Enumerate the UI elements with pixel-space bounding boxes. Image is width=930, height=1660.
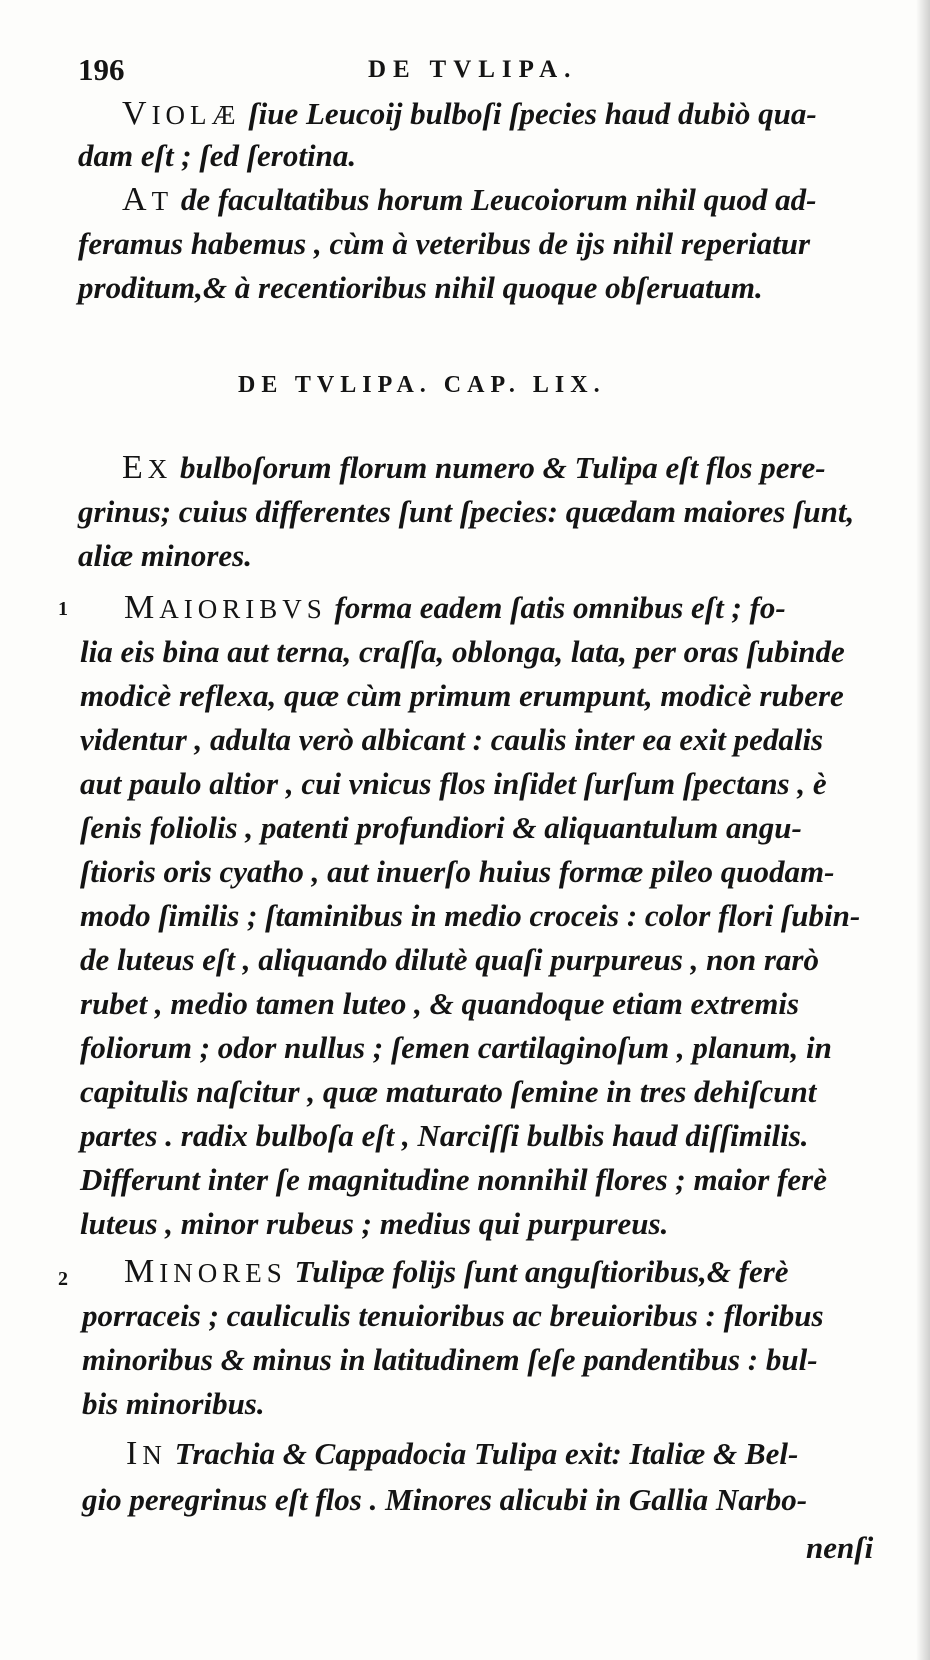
violae-line-1	[122, 94, 817, 135]
maiores-line-3: modicè reflexa, quæ cùm primum erumpunt, modicè rubere	[80, 678, 844, 713]
intro-line-1	[122, 448, 826, 489]
maiores-line-7: ſtioris oris cyatho , aut inuerſo huius formæ pileo quodam-	[80, 854, 835, 889]
violae-lead-letter: V	[122, 95, 152, 132]
minores-line-1	[124, 1252, 789, 1293]
margin-number-2: 2	[58, 1268, 68, 1290]
violae-lead-rest: IOLÆ	[151, 100, 241, 130]
facultates-lead-rest: T	[151, 186, 174, 216]
facultates-line-3: proditum,& à recentioribus nihil quoque obſeruatum.	[78, 270, 763, 305]
maiores-line-9: de luteus eſt , aliquando dilutè quaſi purpureus , non rarò	[80, 942, 819, 977]
locus-lead-letter: I	[126, 1435, 143, 1472]
maiores-lead-letter: M	[124, 589, 160, 626]
maiores-line-5: aut paulo altior , cui vnicus flos inſidet ſurſum ſpectans , è	[80, 766, 827, 801]
locus-text-1: Trachia & Cappadocia Tulipa exit: Italiæ & Bel-	[174, 1436, 799, 1471]
page-number: 196	[78, 52, 125, 87]
locus-line-1	[126, 1434, 798, 1475]
minores-line-2: porraceis ; cauliculis tenuioribus ac breuioribus : floribus	[82, 1298, 824, 1333]
violae-text-1: ſiue Leucoij bulboſi ſpecies haud dubiò qua-	[248, 96, 817, 131]
maiores-line-4: videntur , adulta verò albicant : caulis inter ea exit pedalis	[80, 722, 824, 757]
intro-line-3: aliæ minores.	[78, 538, 252, 573]
facultates-text-1: de facultatibus horum Leucoiorum nihil quod ad-	[180, 182, 817, 217]
intro-lead-rest: X	[147, 454, 173, 484]
maiores-line-13: partes . radix bulboſa eſt , Narciſſi bulbis haud diſſimilis.	[80, 1118, 809, 1153]
locus-lead-rest: N	[142, 1440, 167, 1470]
margin-number-1: 1	[58, 598, 68, 620]
catchword: nenſi	[806, 1530, 874, 1565]
intro-text-1: bulboſorum florum numero & Tulipa eſt flos pere-	[180, 450, 826, 485]
locus-line-2: gio peregrinus eſt flos . Minores alicubi in Gallia Narbo-	[82, 1482, 808, 1517]
maiores-line-1	[124, 588, 786, 629]
minores-text-1: Tulipæ folijs ſunt anguſtioribus,& ferè	[294, 1254, 789, 1289]
chapter-title: DE TVLIPA. CAP. LIX.	[238, 372, 606, 398]
maiores-line-15: luteus , minor rubeus ; medius qui purpureus.	[80, 1206, 669, 1241]
facultates-line-1	[122, 180, 816, 221]
maiores-line-10: rubet , medio tamen luteo , & quandoque etiam extremis	[80, 986, 800, 1021]
violae-line-2: dam eſt ; ſed ſerotina.	[78, 138, 357, 173]
maiores-text-1: forma eadem ſatis omnibus eſt ; fo-	[334, 590, 786, 625]
maiores-line-11: foliorum ; odor nullus ; ſemen cartilaginoſum , planum, in	[80, 1030, 832, 1065]
intro-lead-letter: E	[122, 449, 148, 486]
minores-line-3: minoribus & minus in latitudinem ſeſe pandentibus : bul-	[82, 1342, 818, 1377]
intro-line-2: grinus; cuius differentes ſunt ſpecies: quædam maiores ſunt,	[78, 494, 855, 529]
minores-lead-letter: M	[124, 1253, 160, 1290]
maiores-line-6: ſenis foliolis , patenti profundiori & aliquantulum angu-	[80, 810, 802, 845]
running-head: DE TVLIPA.	[368, 56, 578, 83]
page-header	[78, 52, 838, 92]
maiores-line-14: Differunt inter ſe magnitudine nonnihil flores ; maior ferè	[80, 1162, 827, 1197]
facultates-lead-letter: A	[122, 181, 152, 218]
minores-line-4: bis minoribus.	[82, 1386, 265, 1421]
maiores-line-12: capitulis naſcitur , quæ maturato ſemine in tres dehiſcunt	[80, 1074, 817, 1109]
maiores-line-8: modo ſimilis ; ſtaminibus in medio croceis : color flori ſubin-	[80, 898, 861, 933]
facultates-line-2: feramus habemus , cùm à veteribus de ijs nihil reperiatur	[78, 226, 811, 261]
minores-lead-rest: INORES	[159, 1258, 287, 1288]
maiores-lead-rest: AIORIBVS	[159, 594, 327, 624]
maiores-line-2: lia eis bina aut terna, craſſa, oblonga, lata, per oras ſubinde	[80, 634, 845, 669]
page-edge-shadow	[916, 0, 930, 1660]
